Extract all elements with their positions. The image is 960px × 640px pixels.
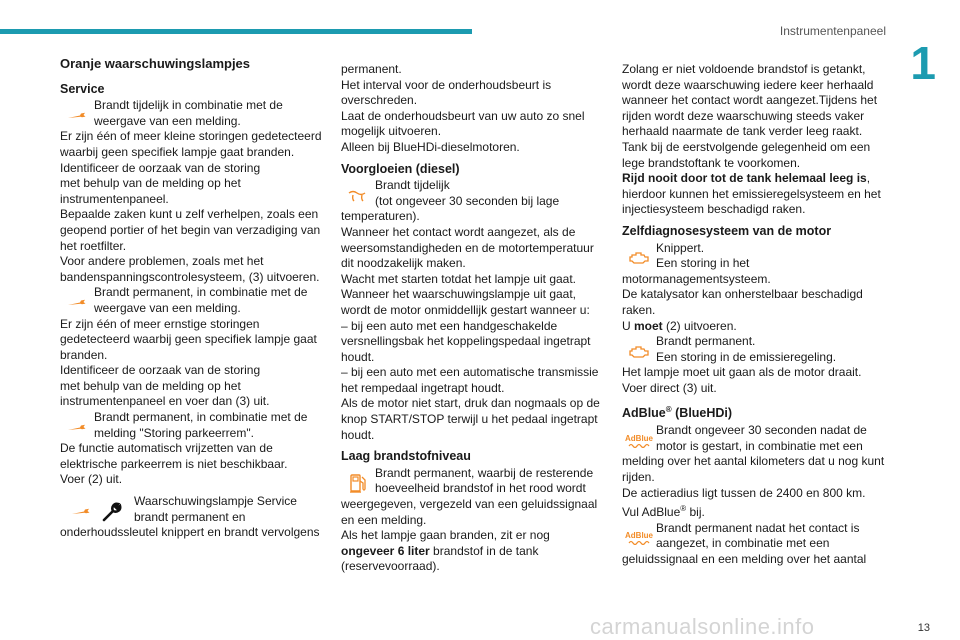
service-3-body: De functie automatisch vrijzetten van de elektrische parkeerrem is niet beschikbaar. Voer (2) uit.	[60, 441, 288, 487]
self-diagnosis-title: Zelfdiagnosesysteem van de motor	[622, 223, 832, 238]
preheat-row	[341, 178, 606, 209]
service-row-2	[60, 285, 324, 316]
watermark: carmanualsonline.info	[590, 614, 815, 639]
section-title: Instrumentenpaneel	[779, 24, 886, 38]
diag-1-body: motormanagementsysteem. De katalysator kan onherstelbaar beschadigd raken. U moet (2) uitvoeren.	[622, 271, 863, 333]
column-1	[60, 56, 324, 541]
engine-icon	[622, 241, 656, 272]
wrench-icon	[60, 410, 94, 441]
service-icons	[60, 494, 134, 525]
spanner-icon	[101, 501, 123, 523]
low-fuel-row	[341, 466, 606, 497]
column-3	[622, 62, 890, 568]
service-2-body: Er zijn één of meer ernstige storingen gedetecteerd waarbij geen specifiek lampje gaat branden. Identificeer de oorzaak van de storing met behulp van de melding op het instrumentenpaneel en voer dan (3) uit.	[60, 316, 317, 409]
adblue-icon: AdBlue	[622, 521, 656, 552]
preheat-title: Voorgloeien (diesel)	[341, 161, 460, 176]
service-4-body: onderhoudssleutel knippert en brandt vervolgens	[60, 525, 320, 540]
adblue-icon: AdBlue	[622, 423, 656, 454]
service-1-text: Brandt tijdelijk in combinatie met de weergave van een melding.	[94, 98, 283, 128]
adblue-1-text: Brandt ongeveer 30 seconden nadat de motor is gestart, in combinatie met een	[656, 423, 867, 453]
low-fuel-text: Brandt permanent, waarbij de resterende hoeveelheid brandstof in het rood wordt	[375, 465, 594, 496]
service-1-body: Er zijn één of meer kleine storingen gedetecteerd waarbij geen specifiek lampje gaat branden. Identificeer de oorzaak van de storing met behulp van de melding op het instrumentenpaneel. Bepaalde zaken kunt u zelf verhelpen, zoals een geopend portier of het begin van verzadiging van het roetfilter. Voor andere problemen, zoals met het bandenspanningscontrolesysteem, (3) uitvoeren.	[60, 129, 322, 284]
service-row-1	[60, 98, 324, 129]
diag-2-body: Het lampje moet uit gaan als de motor draait. Voer direct (3) uit.	[622, 365, 862, 395]
glow-plug-icon	[341, 178, 375, 209]
diag-row-2	[622, 334, 890, 365]
service-4-text: Waarschuwingslampje Service brandt permanent en	[134, 494, 297, 524]
service-row-3	[60, 410, 324, 441]
low-fuel-title: Laag brandstofniveau	[341, 449, 471, 464]
adblue-2-body: geluidssignaal en een melding over het aantal	[622, 551, 867, 566]
diag-1-text: Knippert. Een storing in het	[656, 240, 750, 271]
service-continued: permanent. Het interval voor de onderhoudsbeurt is overschreden. Laat de onderhoudsbeurt van uw auto zo snel mogelijk uitvoeren. Alleen bij BlueHDi-dieselmotoren.	[341, 62, 585, 154]
chapter-number: 1	[910, 37, 936, 89]
wrench-icon	[60, 285, 94, 316]
page-heading: Oranje waarschuwingslampjes	[60, 56, 251, 71]
adblue-title: AdBlue® (BlueHDi)	[622, 405, 733, 421]
adblue-row-2	[622, 521, 890, 552]
fuel-continued: Zolang er niet voldoende brandstof is getankt, wordt deze waarschuwing iedere keer herhaald wanneer het contact wordt aangezet.Tijdens het rijden wordt deze waarschuwing steeds vaker herhaald naarmate de tank verder leeg raakt. Tank bij de eerstvolgende gelegenheid om een lege brandstoftank te voorkomen. Rijd nooit door tot de tank helemaal leeg is, hierdoor kunnen het emissieregelsysteem en het injectiesysteem beschadigd raken.	[622, 62, 881, 217]
wrench-icon	[60, 98, 94, 129]
preheat-text: Brandt tijdelijk (tot ongeveer 30 seconden bij lage	[375, 178, 560, 208]
diag-row-1	[622, 241, 890, 272]
adblue-1-body: melding over het aantal kilometers dat u nog kunt rijden. De actieradius ligt tussen de 2400 en 800 km. Vul AdBlue® bij.	[622, 454, 885, 520]
wrench-icon	[71, 508, 91, 516]
low-fuel-body: weergegeven, vergezeld van een geluidssignaal en een melding. Als het lampje gaan branden, zit er nog ongeveer 6 liter brandstof in de tank (reservevoorraad).	[341, 497, 598, 574]
adblue-row-1	[622, 423, 890, 454]
column-2	[341, 62, 606, 575]
engine-icon	[622, 334, 656, 365]
service-row-4	[60, 494, 324, 525]
diag-2-text: Brandt permanent. Een storing in de emissieregeling.	[656, 334, 837, 364]
service-3-text: Brandt permanent, in combinatie met de melding "Storing parkeerrem".	[94, 410, 308, 440]
service-2-text: Brandt permanent, in combinatie met de weergave van een melding.	[94, 285, 308, 315]
fuel-pump-icon	[341, 466, 375, 497]
service-title: Service	[60, 81, 105, 96]
page-number: 13	[917, 622, 930, 634]
adblue-2-text: Brandt permanent nadat het contact is aangezet, in combinatie met een	[656, 520, 860, 551]
header-accent-bar	[0, 29, 472, 34]
preheat-body: temperaturen). Wanneer het contact wordt aangezet, als de weersomstandigheden en de motortemperatuur dit noodzakelijk maken. Wacht met starten totdat het lampje uit gaat. Wanneer het waarschuwingslampje uit gaat, wordt de motor onmiddellijk gestart wanneer u: – bij een auto met een handgeschakelde versnellingsbak het koppelingspedaal ingetrapt houdt. – bij een auto met een automatische transmissie het rempedaal ingetrapt houdt. Als de motor niet start, druk dan nogmaals op de knop START/STOP terwijl u het pedaal ingetrapt houdt.	[341, 209, 600, 442]
